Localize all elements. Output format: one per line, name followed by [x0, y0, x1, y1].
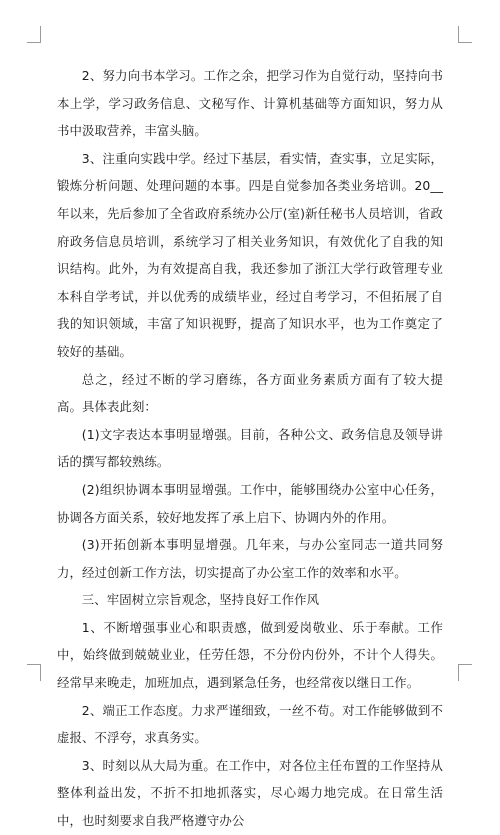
crop-mark-top-right: [458, 26, 472, 43]
crop-mark-bottom-left: [27, 664, 41, 681]
paragraph-4: (1)文字表达本事明显增强。目前，各种公文、政务信息及领导讲话的撰写都较熟练。: [57, 426, 443, 470]
paragraph-7: 1、不断增强事业心和职责感，做到爱岗敬业、乐于奉献。工作中，始终做到兢兢业业，任劳任怨，不分份内份外，不计个人得失。经常早来晚走，加班加点，遇到紧急任务，也经常夜以继日工作。: [57, 619, 443, 691]
paragraph-9: 3、时刻以从大局为重。在工作中，对各位主任布置的工作坚持从整体利益出发，不折不扣地抓落实，尽心竭力地完成。在日常生活中，也时刻要求自我严格遵守办公: [57, 757, 443, 829]
paragraph-6: (3)开拓创新本事明显增强。几年来，与办公室同志一道共同努力，经过创新工作方法，切实提高了办公室工作的效率和水平。: [57, 537, 443, 580]
paragraph-8: 2、端正工作态度。力求严谨细致，一丝不苟。对工作能够做到不虚报、不浮夸，求真务实。: [57, 702, 443, 746]
paragraph-1: 2、努力向书本学习。工作之余，把学习作为自觉行动，坚持向书本上学，学习政务信息、文秘写作、计算机基础等方面知识，努力从书中汲取营养，丰富头脑。: [57, 68, 443, 139]
crop-mark-bottom-right: [458, 664, 472, 681]
section-heading: 三、牢固树立宗旨观念，坚持良好工作作风: [81, 592, 320, 608]
paragraph-2: 3、注重向实践中学。经过下基层，看实情，查实事，立足实际，锻炼分析问题、处理问题的本事。四是自觉参加各类业务培训。20__年以来，先后参加了全省政府系统办公厅(室)新任秘书人员培训，省政府政务信息员培训，系统学习了相关业务知识，有效优化了自我的知识结构。此外，为有效提高自我，我还参加了浙江大学行政管理专业本科自学考试，并以优秀的成绩毕业，经过自考学习，不但拓展了自我的知识领域，丰富了知识视野，提高了知识水平，也为工作奠定了较好的基础。: [57, 150, 443, 359]
paragraph-3: 总之，经过不断的学习磨练，各方面业务素质方面有了较大提高。具体表此刻：: [57, 371, 443, 415]
crop-mark-top-left: [27, 26, 41, 43]
document-body: [57, 62, 443, 835]
paragraph-5: (2)组织协调本事明显增强。工作中，能够围绕办公室中心任务，协调各方面关系，较好地发挥了承上启下、协调内外的作用。: [57, 481, 443, 525]
